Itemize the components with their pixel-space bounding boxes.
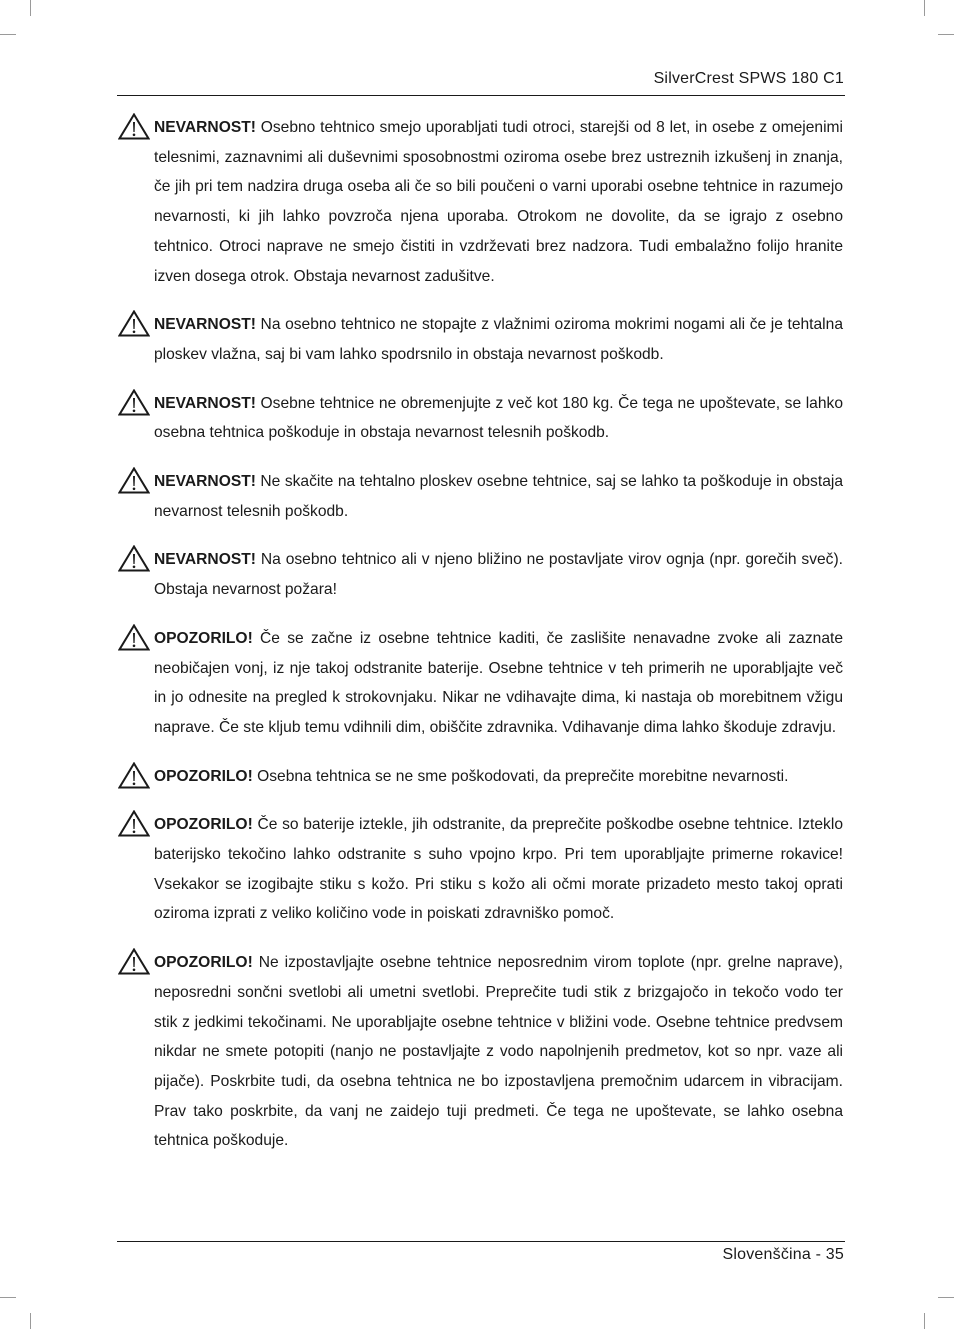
warning-text: Na osebno tehtnico ne stopajte z vlažnimi oziroma mokrimi nogami ali če je tehtalna ploskev vlažna, saj bi vam lahko spodrsnilo in obstaja nevarnost poškodb. — [154, 316, 843, 363]
warning-paragraph — [154, 948, 843, 1156]
warning-triangle-icon — [118, 467, 150, 494]
crop-mark — [924, 0, 925, 16]
warning-text: Ne izpostavljajte osebne tehtnice neposrednim virom toplote (npr. grelne naprave), neposredni sončni svetlobi ali umetni svetlobi. Preprečite tudi stik z brizgajočo in tekočo vodo ter stik z jedkimi tekočinami. Ne uporabljajte osebne tehtnice v bližini vode. Osebne tehtnice predvsem nikdar ne smete potopiti (nanjo ne postavljajte z vodo napolnjenih predmetov, kot so npr. vaze ali pijače). Poskrbite tudi, da osebna tehtnica ne bo izpostavljena premočnim udarcem in vibracijam. Prav tako poskrbite, da vanj ne zaidejo tuji predmeti. Če tega ne upoštevate, se lahko osebna tehtnica poškoduje. — [154, 954, 843, 1150]
warning-text: Če so baterije iztekle, jih odstranite, da preprečite poškodbe osebne tehtnice. Izteklo baterijsko tekočino lahko odstranite s suho vpojno krpo. Pri tem uporabljajte primerne rokavice! Vsekakor se izogibajte stiku s kožo. Pri stiku s kožo ali očmi morate prizadeto mesto takoj oprati oziroma izprati z veliko količino vode in poiskati zdravniško pomoč. — [154, 816, 843, 923]
safety-warnings — [117, 113, 843, 1175]
warning-text: Osebna tehtnica se ne sme poškodovati, da preprečite morebitne nevarnosti. — [252, 767, 789, 785]
warning-block — [117, 467, 843, 526]
crop-mark — [30, 0, 31, 16]
warning-text: Osebno tehtnico smejo uporabljati tudi otroci, starejši od 8 let, in osebe z omejenimi telesnimi, zaznavnimi ali duševnimi sposobnostmi oziroma osebe brez ustreznih izkušenj in znanja, če jih pri tem nadzira druga oseba ali če so bili poučeni o varni uporabi osebne tehtnice in razumejo nevarnosti, ki jih lahko povzroča njena uporaba. Otrokom ne dovolite, da se igrajo z osebno tehtnico. Otroci naprave ne smejo čistiti in vzdrževati brez nadzora. Tudi embalažno folijo hranite izven dosega otrok. Obstaja nevarnost zadušitve. — [154, 119, 843, 285]
warning-paragraph — [154, 113, 843, 291]
warning-block — [117, 810, 843, 929]
crop-mark — [0, 34, 16, 35]
page-footer: Slovenščina - 35 — [722, 1246, 844, 1263]
footer-rule — [117, 1241, 845, 1242]
warning-paragraph — [154, 624, 843, 743]
page-header: SilverCrest SPWS 180 C1 — [653, 70, 844, 87]
warning-triangle-icon — [118, 545, 150, 572]
crop-mark — [30, 1313, 31, 1329]
warning-triangle-icon — [118, 810, 150, 837]
crop-mark — [938, 1297, 954, 1298]
warning-paragraph — [154, 545, 843, 604]
warning-label: NEVARNOST! — [154, 394, 256, 412]
crop-mark — [938, 34, 954, 35]
warning-paragraph — [154, 810, 843, 929]
crop-mark — [0, 1297, 16, 1298]
warning-label: OPOZORILO! — [154, 954, 253, 972]
warning-label: OPOZORILO! — [154, 816, 253, 834]
warning-text: Na osebno tehtnico ali v njeno bližino ne postavljate virov ognja (npr. gorečih sveč). Obstaja nevarnost požara! — [154, 551, 843, 599]
warning-triangle-icon — [118, 310, 150, 337]
warning-text: Če se začne iz osebne tehtnice kaditi, če zaslišite nenavadne zvoke ali zaznate neobičajen vonj, iz nje takoj odstranite baterije. Osebne tehtnice v teh primerih ne uporabljajte več in jo odnesite na pregled k strokovnjaku. Nikar ne vdihavajte dima, ki nastaja ob morebitnem vžigu naprave. Če ste kljub temu vdihnili dim, obiščite zdravnika. Vdihavanje dima lahko škoduje zdravju. — [154, 629, 843, 736]
header-rule — [117, 95, 845, 96]
warning-block — [117, 624, 843, 743]
warning-label: NEVARNOST! — [154, 119, 256, 136]
warning-text: Osebne tehtnice ne obremenjujte z več kot 180 kg. Če tega ne upoštevate, se lahko osebna tehtnica poškoduje in obstaja nevarnost telesnih poškodb. — [154, 394, 843, 442]
warning-block — [117, 948, 843, 1156]
warning-paragraph — [154, 467, 843, 526]
warning-block — [117, 545, 843, 604]
warning-triangle-icon — [118, 113, 150, 140]
crop-mark — [924, 1313, 925, 1329]
warning-triangle-icon — [118, 624, 150, 651]
warning-triangle-icon — [118, 389, 150, 416]
warning-block — [117, 762, 843, 792]
warning-label: NEVARNOST! — [154, 551, 256, 569]
warning-triangle-icon — [118, 948, 150, 975]
warning-block — [117, 310, 843, 369]
warning-block — [117, 113, 843, 291]
warning-label: OPOZORILO! — [154, 629, 253, 647]
warning-label: NEVARNOST! — [154, 473, 256, 491]
warning-paragraph — [154, 310, 843, 369]
warning-triangle-icon — [118, 762, 150, 789]
warning-text: Ne skačite na tehtalno ploskev osebne tehtnice, saj se lahko ta poškoduje in obstaja nevarnost telesnih poškodb. — [154, 473, 843, 520]
warning-block — [117, 389, 843, 448]
warning-paragraph — [154, 762, 843, 792]
warning-label: NEVARNOST! — [154, 316, 256, 334]
warning-paragraph — [154, 389, 843, 448]
warning-label: OPOZORILO! — [154, 767, 253, 785]
